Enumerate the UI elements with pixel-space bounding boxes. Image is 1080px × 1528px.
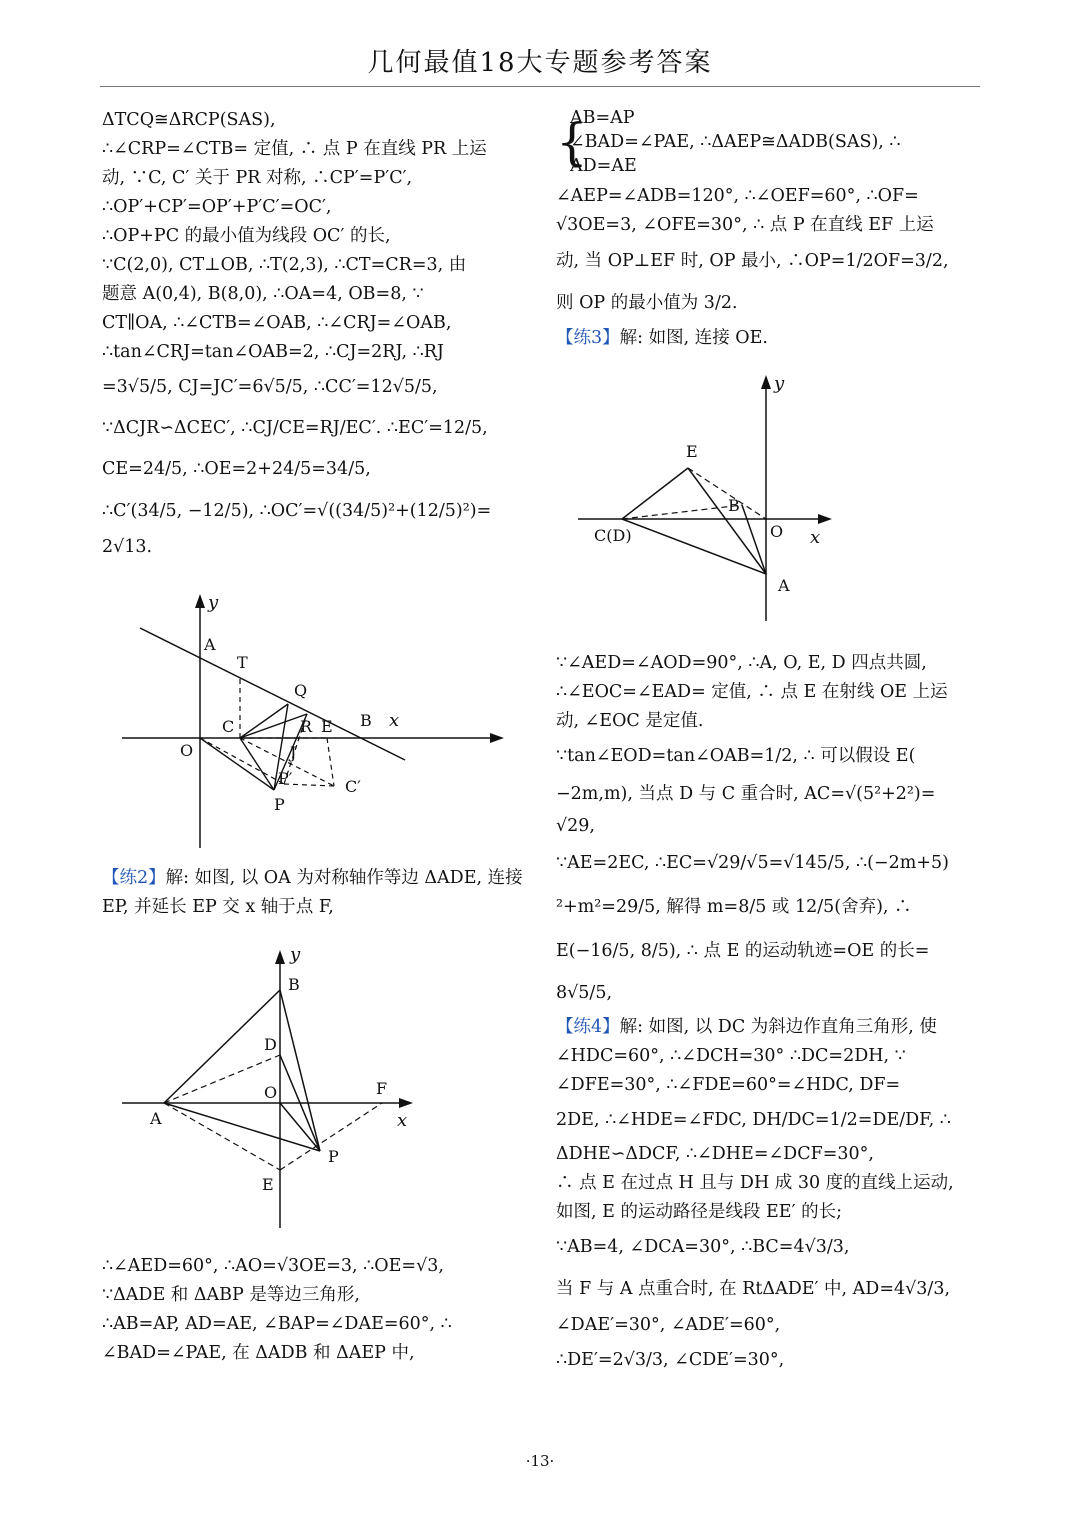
text-line: ∠DAE′=30°, ∠ADE′=60°, (556, 1315, 781, 1335)
text-line: √3OE=3, ∠OFE=30°, ∴ 点 P 在直线 EF 上运 (556, 215, 934, 235)
fig2-label: P (328, 1147, 339, 1166)
text-line: =3√5/5, CJ=JC′=6√5/5, ∴CC′=12√5/5, (102, 377, 438, 397)
header-divider (100, 86, 980, 87)
text-line: 则 OP 的最小值为 3/2. (556, 293, 738, 313)
text-line: ∵∠AED=∠AOD=90°, ∴A, O, E, D 四点共圆, (556, 653, 927, 673)
fig3-label: E (686, 442, 698, 461)
text-line: 2DE, ∴∠HDE=∠FDC, DH/DC=1/2=DE/DF, ∴ (556, 1110, 951, 1130)
figure-2-diagram (102, 938, 532, 1238)
fig2-label: A (150, 1109, 162, 1128)
exercise-4-tag: 【练4】 (556, 1017, 620, 1037)
text-line: ∴tan∠CRJ=tan∠OAB=2, ∴CJ=2RJ, ∴RJ (102, 342, 444, 362)
text-line: ∴C′(34/5, −12/5), ∴OC′=√((34/5)²+(12/5)²)= (102, 501, 492, 521)
text-line: ∠BAD=∠PAE, 在 ΔADB 和 ΔAEP 中, (102, 1343, 415, 1363)
text-line: 题意 A(0,4), B(8,0), ∴OA=4, OB=8, ∵ (102, 284, 424, 304)
text-line: ∠HDC=60°, ∴∠DCH=30° ∴DC=2DH, ∵ (556, 1046, 906, 1066)
fig1-label: P (274, 795, 285, 814)
fig3-label: O (770, 522, 784, 541)
text-line: ∠BAD=∠PAE, ∴ΔAEP≅ΔADB(SAS), ∴ (570, 132, 901, 152)
fig3-label: B (728, 496, 740, 515)
text-line: ∠DFE=30°, ∴∠FDE=60°=∠HDC, DF= (556, 1075, 901, 1095)
text-line: ∴∠EOC=∠EAD= 定值, ∴ 点 E 在射线 OE 上运 (556, 682, 948, 702)
fig1-label: Q (294, 681, 308, 700)
text-line: ∴DE′=2√3/3, ∠CDE′=30°, (556, 1350, 785, 1370)
fig2-label: D (264, 1035, 277, 1054)
text-line: ∴∠AED=60°, ∴AO=√3OE=3, ∴OE=√3, (102, 1256, 444, 1276)
text-fragment: 解: 如图, 连接 OE. (619, 328, 768, 348)
text-fragment: 解: 如图, 以 DC 为斜边作直角三角形, 使 (619, 1017, 937, 1037)
fig3-label: C(D) (594, 526, 632, 545)
fig1-label: A (204, 635, 216, 654)
text-line: ∴ 点 E 在过点 H 且与 DH 成 30 度的直线上运动, (556, 1173, 954, 1193)
exercise-2-tag: 【练2】 (102, 868, 166, 888)
fig2-label: B (288, 975, 300, 994)
text-line: ∴OP′+CP′=OP′+P′C′=OC′, (102, 197, 332, 217)
fig3-label: A (778, 576, 790, 595)
exercise-4-line (556, 1013, 986, 1042)
exercise-2-line (102, 864, 532, 893)
fig1-label: R (300, 717, 313, 736)
fig1-label: x (389, 710, 400, 731)
left-column (102, 106, 532, 1368)
fig1-label: T (237, 653, 248, 672)
text-line: ∴AB=AP, AD=AE, ∠BAP=∠DAE=60°, ∴ (102, 1314, 452, 1334)
fig1-label: E (321, 717, 333, 736)
figure-3-diagram (556, 371, 986, 631)
text-line: 动, 当 OP⊥EF 时, OP 最小, ∴OP=1/2OF=3/2, (556, 251, 949, 271)
fig1-label: P′ (278, 769, 293, 788)
right-column (556, 106, 986, 1380)
fig2-label: y (290, 944, 301, 965)
text-line: ∵C(2,0), CT⊥OB, ∴T(2,3), ∴CT=CR=3, 由 (102, 255, 467, 275)
fig3-label: y (774, 373, 785, 394)
fig1-label: y (208, 592, 219, 613)
fig1-label: B (360, 711, 372, 730)
text-line: 动, ∠EOC 是定值. (556, 711, 704, 731)
text-line: ΔTCQ≅ΔRCP(SAS), (102, 110, 276, 130)
text-line: 2√13. (102, 537, 153, 557)
exercise-3-tag: 【练3】 (556, 328, 620, 348)
equation-system (556, 106, 986, 178)
text-line: ∠AEP=∠ADB=120°, ∴∠OEF=60°, ∴OF= (556, 186, 919, 206)
page-title: 几何最值18大专题参考答案 (367, 48, 713, 78)
text-line: ∵AB=4, ∠DCA=30°, ∴BC=4√3/3, (556, 1237, 850, 1257)
fig1-label: C (222, 717, 235, 736)
text-line: CT∥OA, ∴∠CTB=∠OAB, ∴∠CRJ=∠OAB, (102, 313, 452, 333)
page-number: ·13· (525, 1452, 555, 1470)
text-line: ∵ΔADE 和 ΔABP 是等边三角形, (102, 1285, 360, 1305)
fig2-label: x (397, 1110, 408, 1131)
text-line: 当 F 与 A 点重合时, 在 RtΔADE′ 中, AD=4√3/3, (556, 1279, 951, 1299)
text-line: ΔDHE∽ΔDCF, ∴∠DHE=∠DCF=30°, (556, 1144, 874, 1164)
fig3-label: x (810, 527, 821, 548)
text-line: ∵AE=2EC, ∴EC=√29/√5=√145/5, ∴(−2m+5) (556, 853, 949, 873)
figure-1-diagram (102, 580, 532, 860)
fig2-label: O (264, 1083, 278, 1102)
fig2-label: F (376, 1079, 388, 1098)
text-line: ∵ΔCJR∽ΔCEC′, ∴CJ/CE=RJ/EC′. ∴EC′=12/5, (102, 418, 488, 438)
fig1-label: C′ (345, 777, 361, 796)
text-line: AD=AE (570, 156, 637, 176)
fig1-label: O (180, 741, 194, 760)
fig2-label: E (262, 1175, 274, 1194)
text-line: AB=AP (570, 108, 635, 128)
exercise-3-line (556, 324, 986, 353)
text-line: 如图, E 的运动路径是线段 EE′ 的长; (556, 1202, 843, 1222)
text-line: ²+m²=29/5, 解得 m=8/5 或 12/5(舍弃), ∴ (556, 897, 912, 917)
text-line: 动, ∵C, C′ 关于 PR 对称, ∴CP′=P′C′, (102, 168, 413, 188)
fig1-label: J (290, 743, 297, 762)
brace: { (556, 113, 588, 171)
text-line: CE=24/5, ∴OE=2+24/5=34/5, (102, 459, 371, 479)
text-fragment: 解: 如图, 以 OA 为对称轴作等边 ΔADE, 连接 (165, 868, 523, 888)
text-line: ∴∠CRP=∠CTB= 定值, ∴ 点 P 在直线 PR 上运 (102, 139, 487, 159)
text-line: ∵tan∠EOD=tan∠OAB=1/2, ∴ 可以假设 E( (556, 746, 916, 766)
text-line: E(−16/5, 8/5), ∴ 点 E 的运动轨迹=OE 的长= (556, 941, 930, 961)
text-line: EP, 并延长 EP 交 x 轴于点 F, (102, 897, 334, 917)
text-line: √29, (556, 816, 595, 836)
text-line: 8√5/5, (556, 983, 613, 1003)
text-line: −2m,m), 当点 D 与 C 重合时, AC=√(5²+2²)= (556, 784, 936, 804)
text-line: ∴OP+PC 的最小值为线段 OC′ 的长, (102, 226, 391, 246)
